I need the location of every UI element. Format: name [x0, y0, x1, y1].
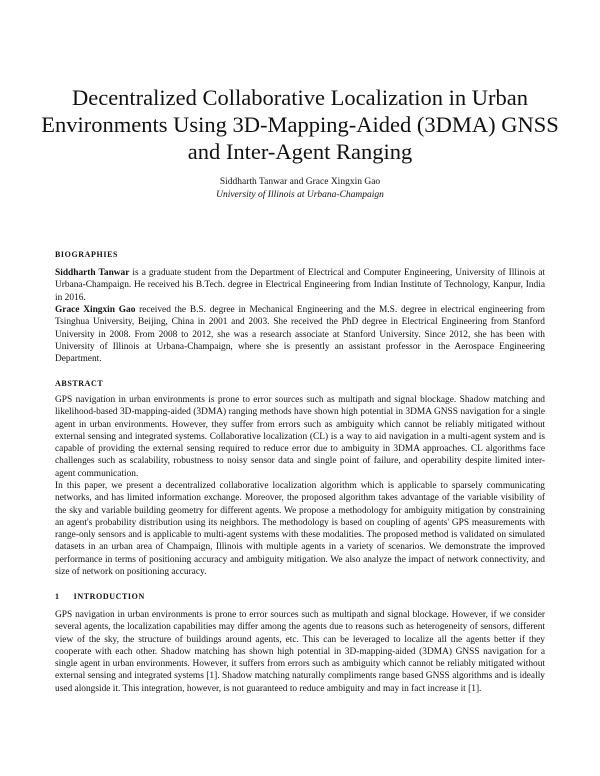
author-list: Siddharth Tanwar and Grace Xingxin Gao	[219, 177, 381, 187]
abstract-paragraph-2: In this paper, we present a decentralized collaborative localization algorithm which is applicable to sparsely communicating networks, and has limited information exchange. Moreover, the proposed algorithm takes advantage of the variable visibility of the sky and variable building geometry for different agents. We propose a methodology for ambiguity mitigation by constraining an agent's probability distribution using its neighbors. The methodology is based on coupling of agents' GPS measurements with range-only sensors and is applicable to multi-agent systems with these modalities. The proposed method is validated on simulated datasets in an urban area of Champaign, Illinois with multiple agents in a variety of scenarios. We demonstrate the improved performance in terms of positioning accuracy and ambiguity mitigation. We also analyze the impact of network connectivity, and size of network on positioning accuracy.	[55, 481, 545, 578]
author-affiliation: University of Illinois at Urbana-Champaign	[216, 190, 384, 200]
abstract-heading: ABSTRACT	[55, 379, 104, 388]
biography-text: received the B.S. degree in Mechanical Engineering and the M.S. degree in electrical engineering from Tsinghua University, Beijing, China in 2001 and 2003. She received the PhD degree in Electrical Engineering from Stanford University in 2008. From 2008 to 2012, she was a research associate at Stanford University. Since 2012, she has been with University of Illinois at Urbana-Champaign, where she is presently an assistant professor in the Aerospace Engineering Department.	[55, 305, 545, 365]
paper-title: Decentralized Collaborative Localization in Urban Environments Using 3D-Mapping-Aided (3DMA) GNSS and Inter-Agent Ranging	[41, 85, 559, 164]
introduction-paragraph-1: GPS navigation in urban environments is prone to error sources such as multipath and signal blockage. However, if we consider several agents, the localization capabilities may differ among the agents due to reasons such as heterogeneity of sensors, different view of the sky, the structure of buildings around agents, etc. This can be leveraged to localize all the agents better if they cooperate with each other. Shadow matching has shown high potential in 3D-mapping-aided (3DMA) GNSS navigation for a single agent in urban environments. However, it suffers from errors such as ambiguity which cannot be reliably mitigated without external sensing and integrated systems [1]. Shadow matching naturally compliments range based GNSS algorithms and is ideally used alongside it. This integration, however, is not guaranteed to reduce ambiguity and may in fact increase it [1].	[55, 610, 545, 694]
biography-name: Siddharth Tanwar	[55, 268, 130, 278]
introduction-heading: 1 INTRODUCTION	[55, 592, 145, 601]
biography-gao	[55, 304, 545, 365]
section-number: 1	[55, 592, 60, 601]
biographies-heading: BIOGRAPHIES	[55, 250, 119, 259]
abstract-paragraph-1: GPS navigation in urban environments is prone to error sources such as multipath and signal blockage. Shadow matching and likelihood-based 3D-mapping-aided (3DMA) ranging methods have shown high potential in 3DMA GNSS navigation for a single agent in urban environments. However, they suffer from errors such as ambiguity which cannot be reliably mitigated without external sensing and integrated systems. Collaborative localization (CL) is a way to aid navigation in a multi-agent system and is capable of providing the external sensing required to reduce error due to ambiguity in 3DMA approaches. CL algorithms face challenges such as scalability, robustness to noisy sensor data and single point of failure, and operability despite limited inter-agent communication.	[55, 395, 545, 479]
biography-tanwar	[55, 267, 545, 304]
biography-name: Grace Xingxin Gao	[55, 305, 136, 315]
biography-text: is a graduate student from the Department of Electrical and Computer Engineering, University of Illinois at Urbana-Champaign. He received his B.Tech. degree in Electrical Engineering from Indian Institute of Technology, Kanpur, India in 2016.	[55, 268, 545, 303]
